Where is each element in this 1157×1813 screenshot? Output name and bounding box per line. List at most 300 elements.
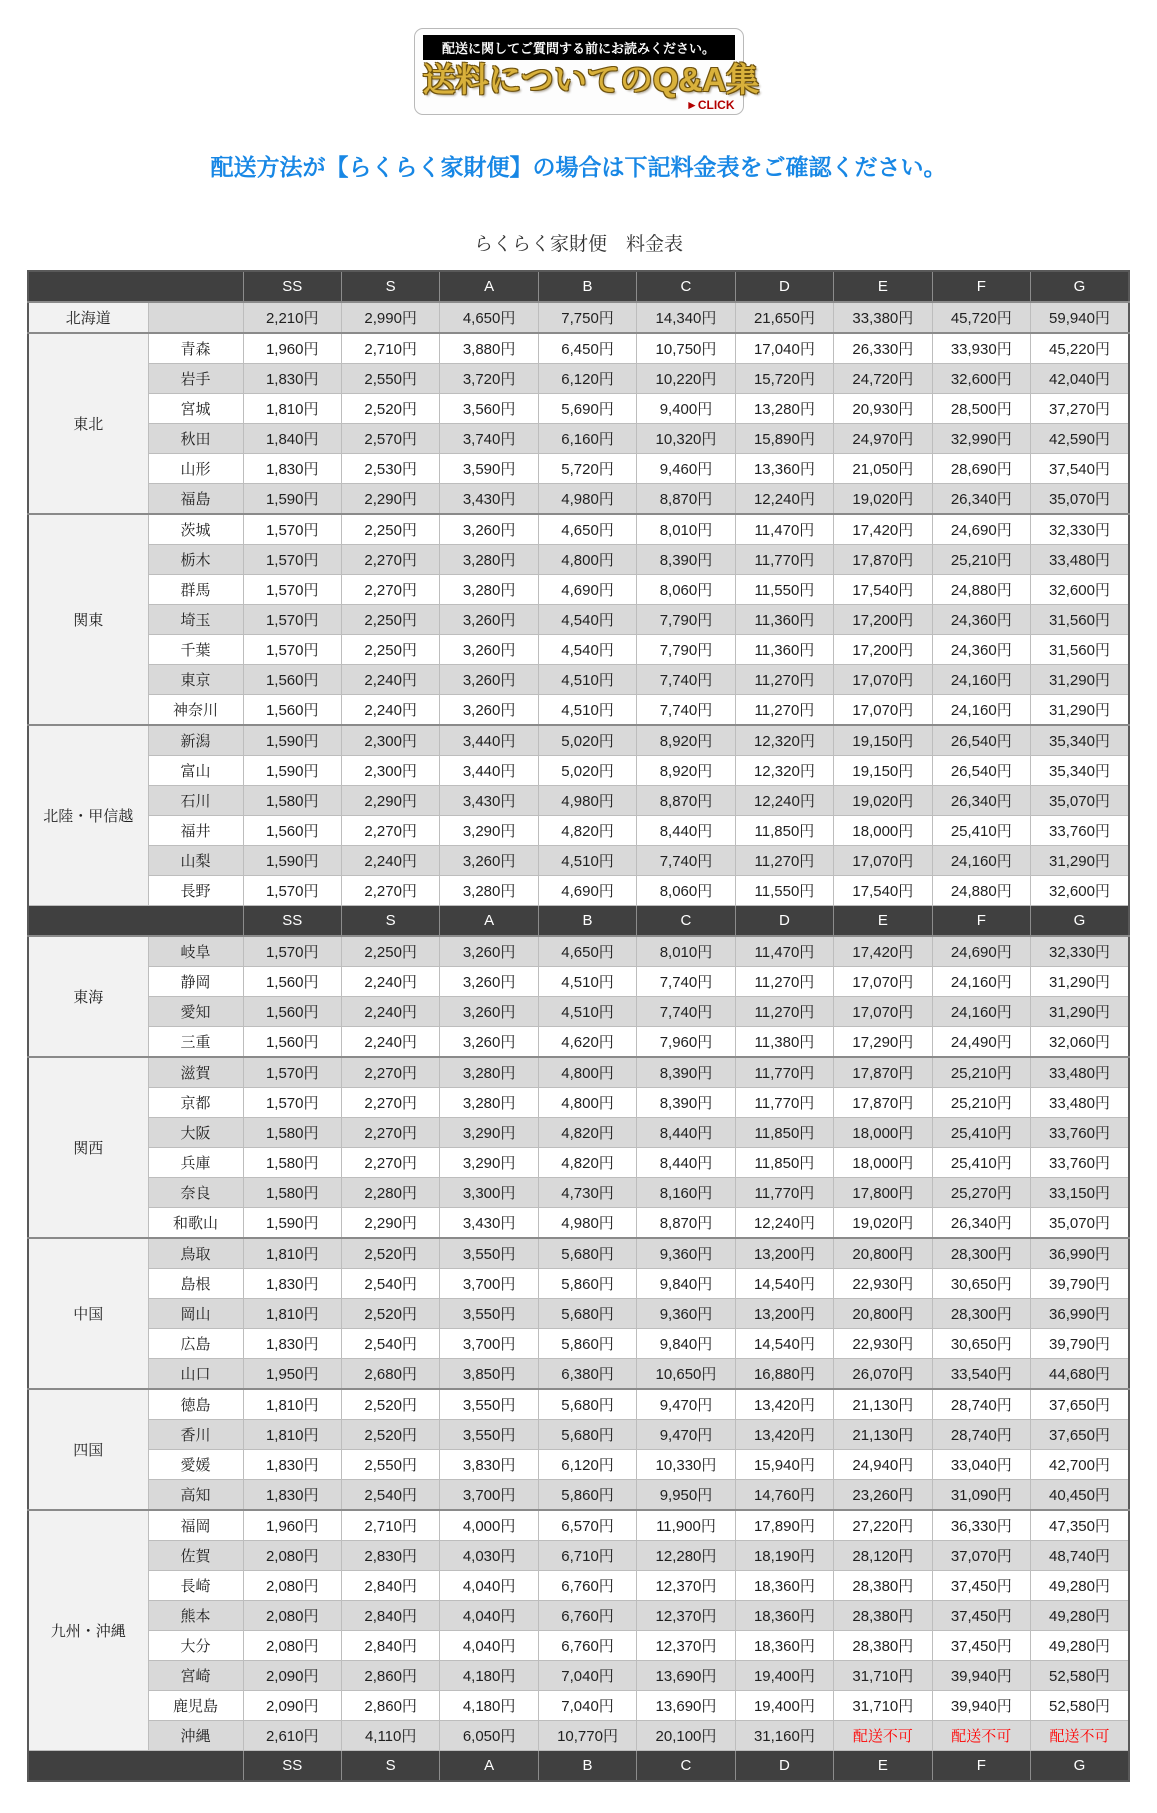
rate-cell: 18,360円 xyxy=(735,1601,833,1631)
rate-cell: 48,740円 xyxy=(1031,1541,1130,1571)
region-cell: 北海道 xyxy=(28,302,148,333)
rate-cell: 2,290円 xyxy=(341,484,439,515)
rate-cell: 17,540円 xyxy=(834,575,932,605)
rate-cell: 2,520円 xyxy=(341,1389,439,1420)
region-cell: 関東 xyxy=(28,514,148,725)
rate-cell: 28,380円 xyxy=(834,1631,932,1661)
rate-cell: 1,580円 xyxy=(243,1118,341,1148)
column-header-G: G xyxy=(1031,271,1130,302)
rate-row xyxy=(28,1238,1129,1269)
rate-cell: 2,270円 xyxy=(341,1148,439,1178)
column-header-G: G xyxy=(1031,1751,1130,1782)
header-blank-cell xyxy=(28,906,243,937)
prefecture-cell: 岐阜 xyxy=(148,936,243,967)
rate-cell: 2,250円 xyxy=(341,514,439,545)
rate-cell: 13,280円 xyxy=(735,394,833,424)
rate-cell: 8,440円 xyxy=(637,816,735,846)
rate-row xyxy=(28,1329,1129,1359)
rate-row xyxy=(28,1208,1129,1239)
column-header-D: D xyxy=(735,906,833,937)
rate-cell: 2,860円 xyxy=(341,1661,439,1691)
rate-cell: 6,570円 xyxy=(538,1510,636,1541)
rate-cell: 15,720円 xyxy=(735,364,833,394)
column-header-F: F xyxy=(932,271,1030,302)
rate-row xyxy=(28,725,1129,756)
rate-cell: 21,130円 xyxy=(834,1420,932,1450)
rate-cell: 1,590円 xyxy=(243,484,341,515)
rate-cell: 28,740円 xyxy=(932,1420,1030,1450)
rate-cell: 5,020円 xyxy=(538,756,636,786)
rate-cell: 2,530円 xyxy=(341,454,439,484)
rate-cell: 24,720円 xyxy=(834,364,932,394)
rate-cell: 19,400円 xyxy=(735,1661,833,1691)
rate-cell: 4,800円 xyxy=(538,545,636,575)
rate-cell: 5,860円 xyxy=(538,1480,636,1511)
rate-cell: 1,830円 xyxy=(243,364,341,394)
rate-cell: 13,200円 xyxy=(735,1299,833,1329)
rate-cell: 3,260円 xyxy=(440,695,538,726)
rate-row xyxy=(28,786,1129,816)
rate-cell: 5,720円 xyxy=(538,454,636,484)
rate-cell: 1,570円 xyxy=(243,936,341,967)
rate-cell: 3,590円 xyxy=(440,454,538,484)
rate-cell: 2,550円 xyxy=(341,364,439,394)
prefecture-cell: 徳島 xyxy=(148,1389,243,1420)
rate-cell: 14,540円 xyxy=(735,1269,833,1299)
rate-cell: 8,870円 xyxy=(637,1208,735,1239)
rate-cell: 3,440円 xyxy=(440,756,538,786)
rate-cell: 19,020円 xyxy=(834,1208,932,1239)
prefecture-cell: 秋田 xyxy=(148,424,243,454)
rate-cell: 4,110円 xyxy=(341,1721,439,1751)
rate-cell: 40,450円 xyxy=(1031,1480,1130,1511)
rate-cell: 17,040円 xyxy=(735,333,833,364)
rate-cell: 42,040円 xyxy=(1031,364,1130,394)
rate-cell: 2,990円 xyxy=(341,302,439,333)
rate-cell: 13,420円 xyxy=(735,1389,833,1420)
rate-cell: 31,290円 xyxy=(1031,846,1130,876)
rate-cell: 3,850円 xyxy=(440,1359,538,1390)
rate-row xyxy=(28,424,1129,454)
rate-cell: 2,840円 xyxy=(341,1571,439,1601)
prefecture-cell: 神奈川 xyxy=(148,695,243,726)
column-header-D: D xyxy=(735,271,833,302)
rate-row xyxy=(28,967,1129,997)
prefecture-cell: 愛媛 xyxy=(148,1450,243,1480)
size-header-row-bottom xyxy=(28,1751,1129,1782)
rate-row xyxy=(28,1420,1129,1450)
rate-cell: 17,870円 xyxy=(834,1057,932,1088)
rate-cell: 25,410円 xyxy=(932,816,1030,846)
rate-cell: 3,260円 xyxy=(440,665,538,695)
rate-cell: 3,280円 xyxy=(440,1088,538,1118)
rate-cell: 1,580円 xyxy=(243,786,341,816)
rate-cell: 6,120円 xyxy=(538,1450,636,1480)
rate-row xyxy=(28,514,1129,545)
rate-cell: 15,940円 xyxy=(735,1450,833,1480)
qa-banner-top-text: 配送に関してご質問する前にお読みください。 xyxy=(423,35,735,60)
prefecture-cell xyxy=(148,302,243,333)
rate-cell: 33,150円 xyxy=(1031,1178,1130,1208)
rate-cell: 1,960円 xyxy=(243,333,341,364)
region-cell: 東海 xyxy=(28,936,148,1057)
rate-row xyxy=(28,1601,1129,1631)
rate-cell: 3,260円 xyxy=(440,846,538,876)
rate-cell: 5,020円 xyxy=(538,725,636,756)
rate-cell: 10,650円 xyxy=(637,1359,735,1390)
rate-cell: 17,420円 xyxy=(834,514,932,545)
rate-cell: 24,160円 xyxy=(932,665,1030,695)
rate-cell: 8,870円 xyxy=(637,484,735,515)
prefecture-cell: 京都 xyxy=(148,1088,243,1118)
rate-row xyxy=(28,1269,1129,1299)
rate-cell: 31,560円 xyxy=(1031,635,1130,665)
rate-row xyxy=(28,665,1129,695)
rate-cell: 25,270円 xyxy=(932,1178,1030,1208)
column-header-D: D xyxy=(735,1751,833,1782)
rate-cell: 28,120円 xyxy=(834,1541,932,1571)
column-header-B: B xyxy=(538,906,636,937)
rate-cell: 9,840円 xyxy=(637,1329,735,1359)
prefecture-cell: 鹿児島 xyxy=(148,1691,243,1721)
column-header-B: B xyxy=(538,1751,636,1782)
rate-cell: 3,700円 xyxy=(440,1329,538,1359)
rate-cell: 7,960円 xyxy=(637,1027,735,1058)
prefecture-cell: 岩手 xyxy=(148,364,243,394)
prefecture-cell: 鳥取 xyxy=(148,1238,243,1269)
rate-row xyxy=(28,1541,1129,1571)
rate-cell: 37,070円 xyxy=(932,1541,1030,1571)
rate-cell: 37,650円 xyxy=(1031,1420,1130,1450)
rate-row xyxy=(28,1057,1129,1088)
rate-cell: 7,740円 xyxy=(637,695,735,726)
rate-row xyxy=(28,1480,1129,1511)
rate-cell: 4,620円 xyxy=(538,1027,636,1058)
rate-cell: 3,260円 xyxy=(440,997,538,1027)
rate-cell: 9,400円 xyxy=(637,394,735,424)
rate-cell: 49,280円 xyxy=(1031,1571,1130,1601)
rate-cell: 1,830円 xyxy=(243,1480,341,1511)
rate-row xyxy=(28,1389,1129,1420)
rate-row xyxy=(28,454,1129,484)
prefecture-cell: 長崎 xyxy=(148,1571,243,1601)
prefecture-cell: 三重 xyxy=(148,1027,243,1058)
prefecture-cell: 香川 xyxy=(148,1420,243,1450)
rate-row xyxy=(28,997,1129,1027)
prefecture-cell: 愛知 xyxy=(148,997,243,1027)
prefecture-cell: 群馬 xyxy=(148,575,243,605)
rate-cell: 2,300円 xyxy=(341,756,439,786)
rate-cell: 4,980円 xyxy=(538,1208,636,1239)
column-header-C: C xyxy=(637,271,735,302)
region-cell: 北陸・甲信越 xyxy=(28,725,148,906)
column-header-C: C xyxy=(637,1751,735,1782)
rate-cell: 1,580円 xyxy=(243,1178,341,1208)
rate-cell: 35,070円 xyxy=(1031,484,1130,515)
rate-cell: 14,340円 xyxy=(637,302,735,333)
rate-cell: 9,460円 xyxy=(637,454,735,484)
rate-cell: 32,600円 xyxy=(932,364,1030,394)
rate-cell: 23,260円 xyxy=(834,1480,932,1511)
rate-cell: 3,260円 xyxy=(440,1027,538,1058)
rate-cell: 32,990円 xyxy=(932,424,1030,454)
rate-cell: 3,290円 xyxy=(440,1118,538,1148)
rate-cell: 11,770円 xyxy=(735,1057,833,1088)
rate-cell: 1,570円 xyxy=(243,1057,341,1088)
rate-row xyxy=(28,1027,1129,1058)
rate-cell: 25,410円 xyxy=(932,1148,1030,1178)
rate-cell: 6,380円 xyxy=(538,1359,636,1390)
rate-cell: 2,250円 xyxy=(341,635,439,665)
rate-cell: 17,070円 xyxy=(834,846,932,876)
region-cell: 九州・沖縄 xyxy=(28,1510,148,1751)
rate-cell: 26,330円 xyxy=(834,333,932,364)
rate-cell: 11,770円 xyxy=(735,1088,833,1118)
rate-cell: 8,060円 xyxy=(637,876,735,906)
rate-cell: 2,610円 xyxy=(243,1721,341,1751)
rate-cell: 27,220円 xyxy=(834,1510,932,1541)
rate-cell: 33,040円 xyxy=(932,1450,1030,1480)
rate-cell: 1,950円 xyxy=(243,1359,341,1390)
rate-cell: 1,570円 xyxy=(243,605,341,635)
column-header-E: E xyxy=(834,906,932,937)
rate-cell: 26,340円 xyxy=(932,1208,1030,1239)
prefecture-cell: 山口 xyxy=(148,1359,243,1390)
rate-cell: 2,080円 xyxy=(243,1631,341,1661)
rate-cell: 2,270円 xyxy=(341,1057,439,1088)
rate-cell: 47,350円 xyxy=(1031,1510,1130,1541)
column-header-A: A xyxy=(440,1751,538,1782)
rate-cell: 6,050円 xyxy=(440,1721,538,1751)
prefecture-cell: 山梨 xyxy=(148,846,243,876)
rate-cell: 3,290円 xyxy=(440,1148,538,1178)
rate-cell: 10,330円 xyxy=(637,1450,735,1480)
rate-cell: 1,570円 xyxy=(243,545,341,575)
rate-cell: 3,830円 xyxy=(440,1450,538,1480)
rate-cell: 3,720円 xyxy=(440,364,538,394)
rate-cell: 1,590円 xyxy=(243,725,341,756)
rate-cell: 21,050円 xyxy=(834,454,932,484)
rate-cell: 10,320円 xyxy=(637,424,735,454)
rate-cell: 24,940円 xyxy=(834,1450,932,1480)
rate-cell: 18,360円 xyxy=(735,1631,833,1661)
prefecture-cell: 沖縄 xyxy=(148,1721,243,1751)
rate-cell: 2,270円 xyxy=(341,876,439,906)
rate-row xyxy=(28,635,1129,665)
rate-cell: 39,790円 xyxy=(1031,1329,1130,1359)
rate-cell: 37,450円 xyxy=(932,1571,1030,1601)
rate-cell: 3,260円 xyxy=(440,967,538,997)
rate-cell: 20,930円 xyxy=(834,394,932,424)
rate-row xyxy=(28,846,1129,876)
rate-cell: 1,560円 xyxy=(243,816,341,846)
rate-cell-unavailable: 配送不可 xyxy=(1031,1721,1130,1751)
rate-cell: 3,280円 xyxy=(440,1057,538,1088)
rate-cell: 12,240円 xyxy=(735,786,833,816)
prefecture-cell: 熊本 xyxy=(148,1601,243,1631)
rate-cell: 24,160円 xyxy=(932,997,1030,1027)
rate-cell: 2,840円 xyxy=(341,1631,439,1661)
qa-banner-link[interactable] xyxy=(414,28,760,115)
rate-cell: 26,070円 xyxy=(834,1359,932,1390)
rate-cell: 1,960円 xyxy=(243,1510,341,1541)
rate-cell: 4,650円 xyxy=(538,936,636,967)
prefecture-cell: 宮崎 xyxy=(148,1661,243,1691)
rate-cell: 4,180円 xyxy=(440,1661,538,1691)
rate-cell: 24,360円 xyxy=(932,635,1030,665)
rate-cell: 5,860円 xyxy=(538,1329,636,1359)
rate-cell: 2,540円 xyxy=(341,1480,439,1511)
rate-cell: 2,290円 xyxy=(341,1208,439,1239)
rate-cell: 6,120円 xyxy=(538,364,636,394)
rate-cell: 7,790円 xyxy=(637,635,735,665)
rate-cell: 4,540円 xyxy=(538,635,636,665)
rate-row xyxy=(28,1510,1129,1541)
prefecture-cell: 島根 xyxy=(148,1269,243,1299)
rate-cell: 24,360円 xyxy=(932,605,1030,635)
rate-cell: 2,710円 xyxy=(341,333,439,364)
rate-row xyxy=(28,333,1129,364)
rate-cell: 28,740円 xyxy=(932,1389,1030,1420)
rate-cell: 4,820円 xyxy=(538,1118,636,1148)
prefecture-cell: 東京 xyxy=(148,665,243,695)
rate-cell: 11,360円 xyxy=(735,605,833,635)
prefecture-cell: 福島 xyxy=(148,484,243,515)
rate-cell: 2,090円 xyxy=(243,1691,341,1721)
rate-row xyxy=(28,1691,1129,1721)
rate-cell: 9,470円 xyxy=(637,1389,735,1420)
rate-cell: 8,390円 xyxy=(637,545,735,575)
rate-cell: 36,330円 xyxy=(932,1510,1030,1541)
shipping-notice-heading: 配送方法が【らくらく家財便】の場合は下記料金表をご確認ください。 xyxy=(210,154,947,181)
rate-cell-unavailable: 配送不可 xyxy=(932,1721,1030,1751)
prefecture-cell: 福岡 xyxy=(148,1510,243,1541)
prefecture-cell: 宮城 xyxy=(148,394,243,424)
region-cell: 四国 xyxy=(28,1389,148,1510)
rate-cell: 9,470円 xyxy=(637,1420,735,1450)
rate-cell: 4,510円 xyxy=(538,695,636,726)
rate-cell: 17,870円 xyxy=(834,1088,932,1118)
rate-cell: 3,560円 xyxy=(440,394,538,424)
rate-cell-unavailable: 配送不可 xyxy=(834,1721,932,1751)
rate-cell: 7,740円 xyxy=(637,997,735,1027)
rate-cell: 1,560円 xyxy=(243,1027,341,1058)
rate-cell: 28,300円 xyxy=(932,1299,1030,1329)
rate-cell: 2,210円 xyxy=(243,302,341,333)
rate-cell: 14,760円 xyxy=(735,1480,833,1511)
rate-cell: 37,540円 xyxy=(1031,454,1130,484)
rate-cell: 4,180円 xyxy=(440,1691,538,1721)
column-header-SS: SS xyxy=(243,1751,341,1782)
rate-cell: 2,250円 xyxy=(341,605,439,635)
rate-cell: 13,360円 xyxy=(735,454,833,484)
rate-cell: 19,150円 xyxy=(834,725,932,756)
rate-cell: 11,770円 xyxy=(735,1178,833,1208)
qa-banner-click-label: ►CLICK xyxy=(685,98,735,113)
prefecture-cell: 静岡 xyxy=(148,967,243,997)
rate-cell: 11,850円 xyxy=(735,1118,833,1148)
rate-cell: 7,740円 xyxy=(637,967,735,997)
rate-cell: 17,540円 xyxy=(834,876,932,906)
rate-cell: 4,650円 xyxy=(440,302,538,333)
rate-cell: 52,580円 xyxy=(1031,1661,1130,1691)
rate-row xyxy=(28,302,1129,333)
rate-cell: 18,190円 xyxy=(735,1541,833,1571)
rate-cell: 2,840円 xyxy=(341,1601,439,1631)
rate-cell: 31,560円 xyxy=(1031,605,1130,635)
rate-cell: 3,550円 xyxy=(440,1238,538,1269)
rate-cell: 2,540円 xyxy=(341,1269,439,1299)
rate-cell: 11,270円 xyxy=(735,665,833,695)
rate-cell: 11,550円 xyxy=(735,876,833,906)
rate-cell: 28,380円 xyxy=(834,1571,932,1601)
rate-cell: 17,870円 xyxy=(834,545,932,575)
rate-cell: 3,300円 xyxy=(440,1178,538,1208)
rate-cell: 25,210円 xyxy=(932,1088,1030,1118)
rate-cell: 24,880円 xyxy=(932,876,1030,906)
rate-cell: 24,160円 xyxy=(932,967,1030,997)
rate-cell: 19,150円 xyxy=(834,756,932,786)
prefecture-cell: 千葉 xyxy=(148,635,243,665)
rate-cell: 7,740円 xyxy=(637,846,735,876)
rate-cell: 28,690円 xyxy=(932,454,1030,484)
rate-cell: 4,690円 xyxy=(538,876,636,906)
rate-row xyxy=(28,605,1129,635)
rate-cell: 11,850円 xyxy=(735,1148,833,1178)
prefecture-cell: 新潟 xyxy=(148,725,243,756)
rate-cell: 9,360円 xyxy=(637,1238,735,1269)
rate-cell: 8,010円 xyxy=(637,936,735,967)
rate-cell: 15,890円 xyxy=(735,424,833,454)
rate-cell: 7,750円 xyxy=(538,302,636,333)
column-header-F: F xyxy=(932,1751,1030,1782)
rate-row xyxy=(28,876,1129,906)
rate-cell: 13,420円 xyxy=(735,1420,833,1450)
rate-cell: 8,440円 xyxy=(637,1148,735,1178)
rate-cell: 3,260円 xyxy=(440,936,538,967)
rate-cell: 4,540円 xyxy=(538,605,636,635)
rate-row xyxy=(28,816,1129,846)
rate-cell: 11,380円 xyxy=(735,1027,833,1058)
rate-cell: 8,870円 xyxy=(637,786,735,816)
rate-cell: 1,810円 xyxy=(243,1389,341,1420)
column-header-SS: SS xyxy=(243,271,341,302)
rate-cell: 4,030円 xyxy=(440,1541,538,1571)
rate-cell: 8,440円 xyxy=(637,1118,735,1148)
rate-cell: 19,020円 xyxy=(834,786,932,816)
rate-row xyxy=(28,1088,1129,1118)
rate-cell: 7,740円 xyxy=(637,665,735,695)
rate-cell: 4,800円 xyxy=(538,1057,636,1088)
prefecture-cell: 奈良 xyxy=(148,1178,243,1208)
rate-cell: 31,090円 xyxy=(932,1480,1030,1511)
rate-row xyxy=(28,1118,1129,1148)
rate-cell: 24,880円 xyxy=(932,575,1030,605)
rate-cell: 31,160円 xyxy=(735,1721,833,1751)
rate-cell: 8,920円 xyxy=(637,725,735,756)
column-header-B: B xyxy=(538,271,636,302)
rate-cell: 3,280円 xyxy=(440,876,538,906)
rate-cell: 4,510円 xyxy=(538,967,636,997)
rate-cell: 8,390円 xyxy=(637,1057,735,1088)
rate-cell: 20,100円 xyxy=(637,1721,735,1751)
rate-cell: 18,000円 xyxy=(834,816,932,846)
rate-cell: 1,590円 xyxy=(243,846,341,876)
column-header-A: A xyxy=(440,906,538,937)
rate-cell: 8,160円 xyxy=(637,1178,735,1208)
rate-cell: 33,380円 xyxy=(834,302,932,333)
rate-row xyxy=(28,1178,1129,1208)
